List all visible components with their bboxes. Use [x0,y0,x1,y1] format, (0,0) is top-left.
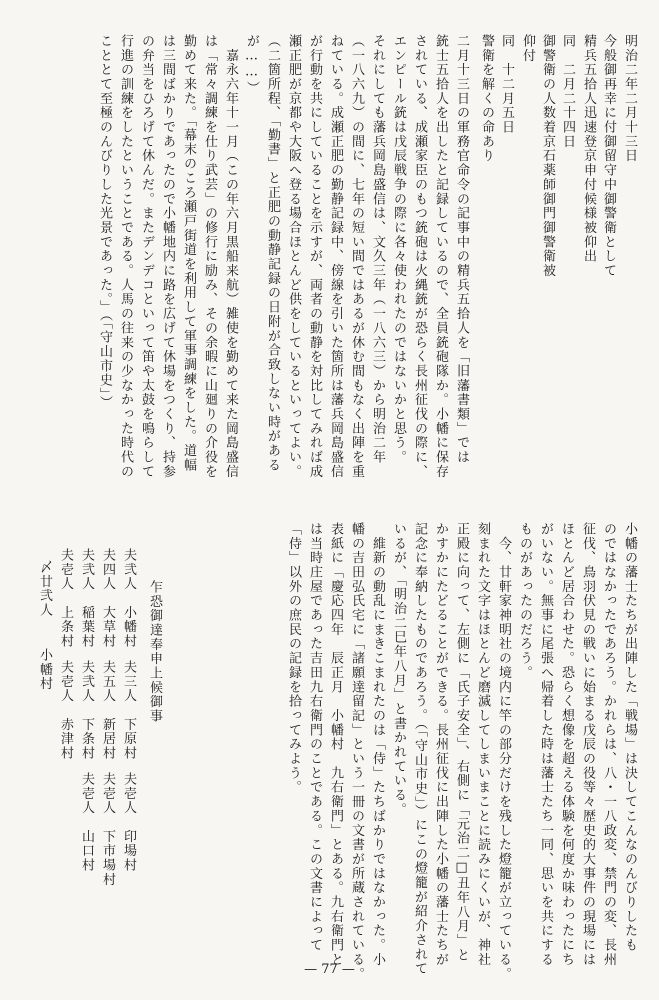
lower-body-line-9: 正殿に向って、左側に「氏子安全」、右側に「元治二□丑年八月」と [454,522,469,963]
roster-row-2-c: 夫壱人 下市場村 [100,772,115,887]
upper-body-line-16: の弁当をひろげて休んだ。またデンデコといって笛や太鼓を鳴らして [139,34,154,479]
upper-body-line-1: 二月十三日の軍務官命令の記事中の精兵五拾人を「旧藩書類」では [454,34,469,465]
lower-body-line-13: 維新の動乱にまきこまれたのは「侍」たちばかりではなかった。小 [370,522,385,967]
upper-body-line-7: ねている。成瀬正肥の勤静記録中、傍線を引いた箇所は藩兵岡島盛信 [328,34,343,479]
edict-entry-1-line-2: 精兵五拾人迅速登京申付候様被仰出 [581,34,596,264]
edict-date-1: 明治二年二月十三日 [622,34,637,164]
upper-body-line-11: が……） [244,34,259,96]
lower-body-line-5: がいない。無事に尾張へ帰着した時は藩士たち一同、思いを共にする [538,522,553,967]
lower-body-line-2: のではなかったであろう。かれらは、八・一八政変、禁門の変、長州 [601,522,616,967]
edict-date-2: 同 二月二十四日 [560,34,575,149]
lower-body-line-1: 小幡の藩士たちが出陣した「戦場」は決してこんなのんびりしたも [622,522,637,953]
roster-row-4-b: 夫壱人 赤津村 [58,660,73,761]
upper-body-line-2: 銃士五拾人を出したと記録しているので、全員銃砲隊か。小幡に保存 [433,34,448,479]
edict-date-3: 同 十二月五日 [499,34,514,135]
upper-body-line-6: （一八六九）の間に、七年の短い間ではあるが休む間もなく出陣を重 [349,34,364,479]
lower-body-line-8: 刻まれた文字はほとんど磨滅してしまいまことに読みにくいが、神社 [475,522,490,967]
lower-body-line-17: 「侍」以外の庶民の記録を拾ってみよう。 [286,522,301,795]
upper-body-line-5: それにしても藩兵岡島盛信は、文久三年（一八六三）から明治二年 [370,34,385,465]
roster-row-1-b: 夫三人 下原村 [121,660,136,761]
edict-entry-2-line-2: 仰付 [520,34,535,63]
roster-row-3-a: 夫弐人 稲葉村 [79,548,94,649]
roster-row-2-a: 夫四人 大草村 [100,548,115,649]
lower-body-line-10: かすかにたどることができる。長州征伐に出陣した小幡の藩士たちが [433,522,448,967]
edict-entry-1-line-1: 今般御再幸に付御留守中御警衛として [601,34,616,278]
roster-total: 〆廿弐人 [37,560,52,618]
roster-row-2-b: 夫五人 新居村 [100,660,115,761]
roster-total-village: 小幡村 [37,648,52,692]
roster-row-1-c: 夫壱人 印場村 [121,772,136,873]
lower-body-line-7: 今、廿軒家神明社の境内に竿の部分だけを残した燈籠が立っている。 [496,522,511,982]
lower-body-line-3: 征伐、鳥羽伏見の戦いに始まる戊辰の役等々歴史的大事件の現場には [580,522,595,967]
upper-body-line-4: エンピール銃は戊辰戦争の際に各々使われたのではないかと思う。 [391,34,406,465]
lower-body-line-15: 表紙に「慶応四年 辰正月 小幡村 九右衛門」とある。九右衛門と [328,522,343,967]
edict-entry-3: 警衛を解くの命あり [479,34,494,164]
upper-body-line-14: 勤めて来た。「幕末のころ瀬戸街道を利用して軍事調練をした。道幅 [181,34,196,473]
upper-body-line-18: こととて至極のんびりした光景であった。」（「守山市史」） [97,34,112,410]
upper-body-line-13: は「常々調練を仕り武芸」の修行に励み、その余暇に山廻りの介役を [202,34,217,479]
upper-body-line-9: 瀬正肥が京都や大阪へ登る場合ほとんど供をしているといってよい。 [286,34,301,479]
roster-row-3-c: 夫壱人 山口村 [79,772,94,873]
upper-body-line-17: 行進の訓練をしたということである。人馬の往来の少なかった時代の [118,34,133,479]
lower-body-line-16: は当時庄屋であった吉田九右衛門のことである。この文書によって [307,522,322,953]
page-number: — 77 — [304,962,355,977]
lower-body-line-12: いるが、「明治二巳年八月」と書かれている。 [391,522,406,817]
upper-body-line-10: （二箇所程、「勤書」と正肥の動静記録の日附が合致しない時がある [265,34,280,473]
edict-entry-2-line-1: 御警衛の人数着京石薬師御門御警衛被 [540,34,555,278]
upper-body-line-8: が行動を共にしていることを示すが、両者の動静を対比してみれば成 [307,34,322,479]
upper-body-line-15: は三間ばかりであったので小幡地内に路を広げて休場をつくり、持参 [160,34,175,479]
lower-body-line-14: 幡の吉田弘氏宅に「諸願達留記」という一冊の文書が所蔵されている。 [349,522,364,982]
lower-body-line-4: ほとんど居合わせた。恐らく想像を超える体験を何度か味わったにち [559,522,574,967]
roster-title: 乍恐御達奉申上候御事 [147,580,162,724]
roster-row-3-b: 夫弐人 下条村 [79,660,94,761]
lower-body-line-11: 記念に奉納したものであろう。（「守山市史」）にこの燈籠が紹介されて [412,522,427,977]
upper-body-line-12: 嘉永六年十一月（この年六月黒船来航）雑使を勤めて来た岡島盛信 [223,34,238,479]
roster-row-1-a: 夫弐人 小幡村 [121,548,136,649]
upper-body-line-3: されている、成瀬家臣のもつ銃砲は火縄銃が恐らく長州征伐の際に、 [412,34,427,479]
roster-row-4-a: 夫壱人 上条村 [58,548,73,649]
lower-body-line-6: ものがあったのだろう。 [517,522,532,680]
lower-half [0,500,659,1000]
